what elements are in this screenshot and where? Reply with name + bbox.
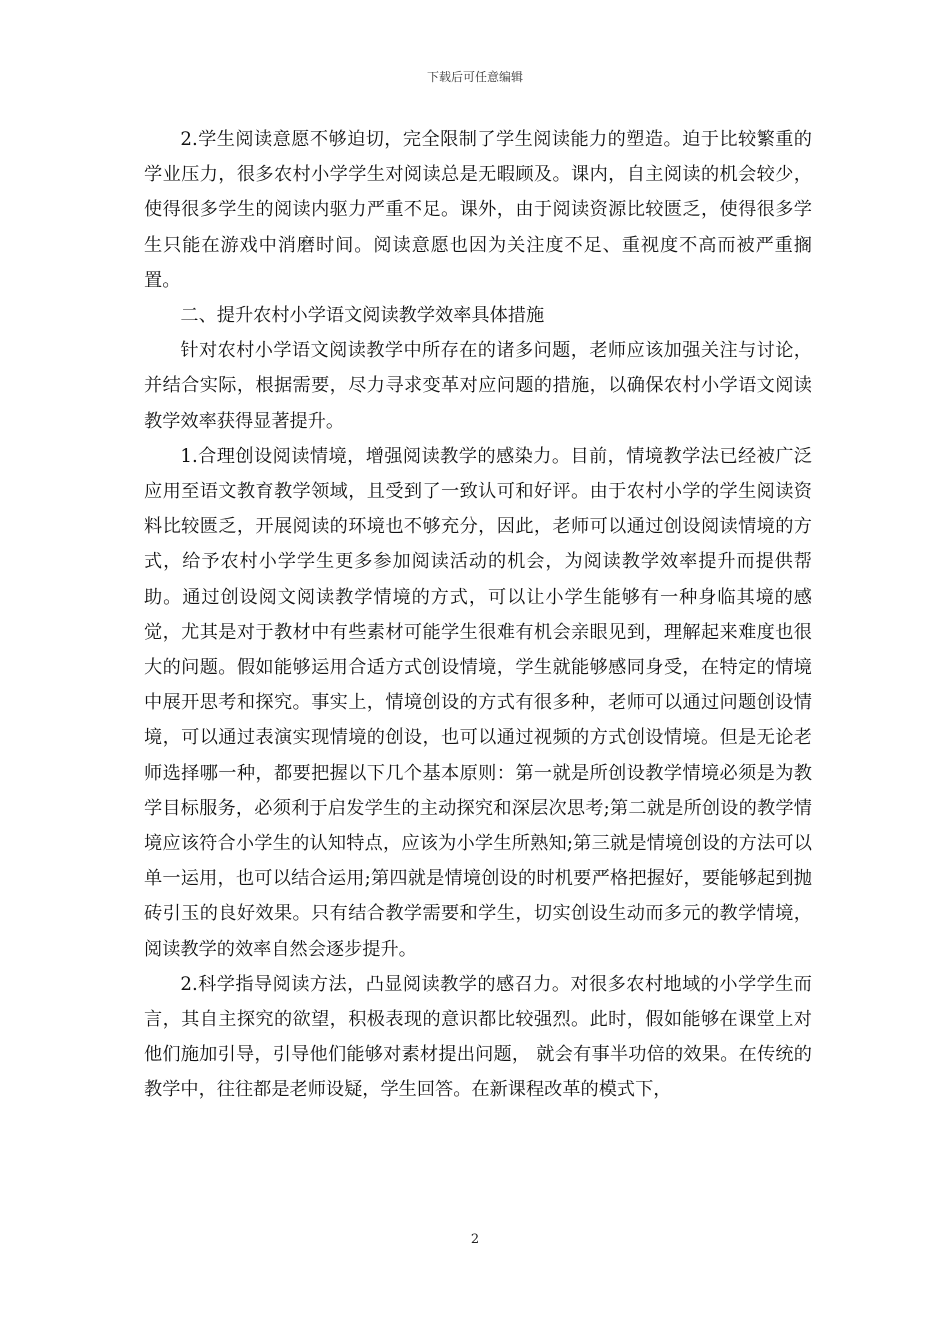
header-note: 下载后可任意编辑	[426, 70, 523, 84]
paragraph-student-reading-willingness: 2.学生阅读意愿不够迫切，完全限制了学生阅读能力的塑造。迫于比较繁重的学业压力，很多农村小学学生对阅读总是无暇顾及。课内，自主阅读的机会较少，使得很多学生的阅读内驱力严重不足。课外，由于阅读资源比较匮乏，使得很多学生只能在游戏中消磨时间。阅读意愿也因为关注度不足、重视度不高而被严重搁置。	[144, 129, 812, 291]
section-heading-measures: 二、提升农村小学语文阅读教学效率具体措施	[180, 305, 545, 327]
paragraph-reading-situation: 1.合理创设阅读情境，增强阅读教学的感染力。目前，情境教学法已经被广泛应用至语文教育教学领域，且受到了一致认可和好评。由于农村小学的学生阅读资料比较匮乏，开展阅读的环境也不够充分，因此，老师可以通过创设阅读情境的方式，给予农村小学学生更多参加阅读活动的机会，为阅读教学效率提升而提供帮助。通过创设阅文阅读教学情境的方式，可以让小学生能够有一种身临其境的感觉，尤其是对于教材中有些素材可能学生很难有机会亲眼见到，理解起来难度也很大的问题。假如能够运用合适方式创设情境，学生就能够感同身受，在特定的情境中展开思考和探究。事实上，情境创设的方式有很多种，老师可以通过问题创设情境，可以通过表演实现情境的创设，也可以通过视频的方式创设情境。但是无论老师选择哪一种，都要把握以下几个基本原则：第一就是所创设教学情境必须是为教学目标服务，必须利于启发学生的主动探究和深层次思考;第二就是所创设的教学情境应该符合小学生的认知特点，应该为小学生所熟知;第三就是情境创设的方法可以单一运用，也可以结合运用;第四就是情境创设的时机要严格把握好，要能够起到抛砖引玉的良好效果。只有结合教学需要和学生，切实创设生动而多元的教学情境，阅读教学的效率自然会逐步提升。	[144, 445, 812, 960]
paragraph-reading-methods: 2.科学指导阅读方法，凸显阅读教学的感召力。对很多农村地域的小学学生而言，其自主探究的欲望，积极表现的意识都比较强烈。此时，假如能够在课堂上对他们施加引导，引导他们能够对素材提出问题， 就会有事半功倍的效果。在传统的教学中，往往都是老师设疑，学生回答。在新课程改革的模式下，	[144, 973, 812, 1101]
document-body	[144, 122, 812, 1108]
page-number: 2	[470, 1232, 480, 1247]
paragraph-measures-intro: 针对农村小学语文阅读教学中所存在的诸多问题，老师应该加强关注与讨论，并结合实际，根据需要，尽力寻求变革对应问题的措施，以确保农村小学语文阅读教学效率获得显著提升。	[144, 340, 812, 432]
